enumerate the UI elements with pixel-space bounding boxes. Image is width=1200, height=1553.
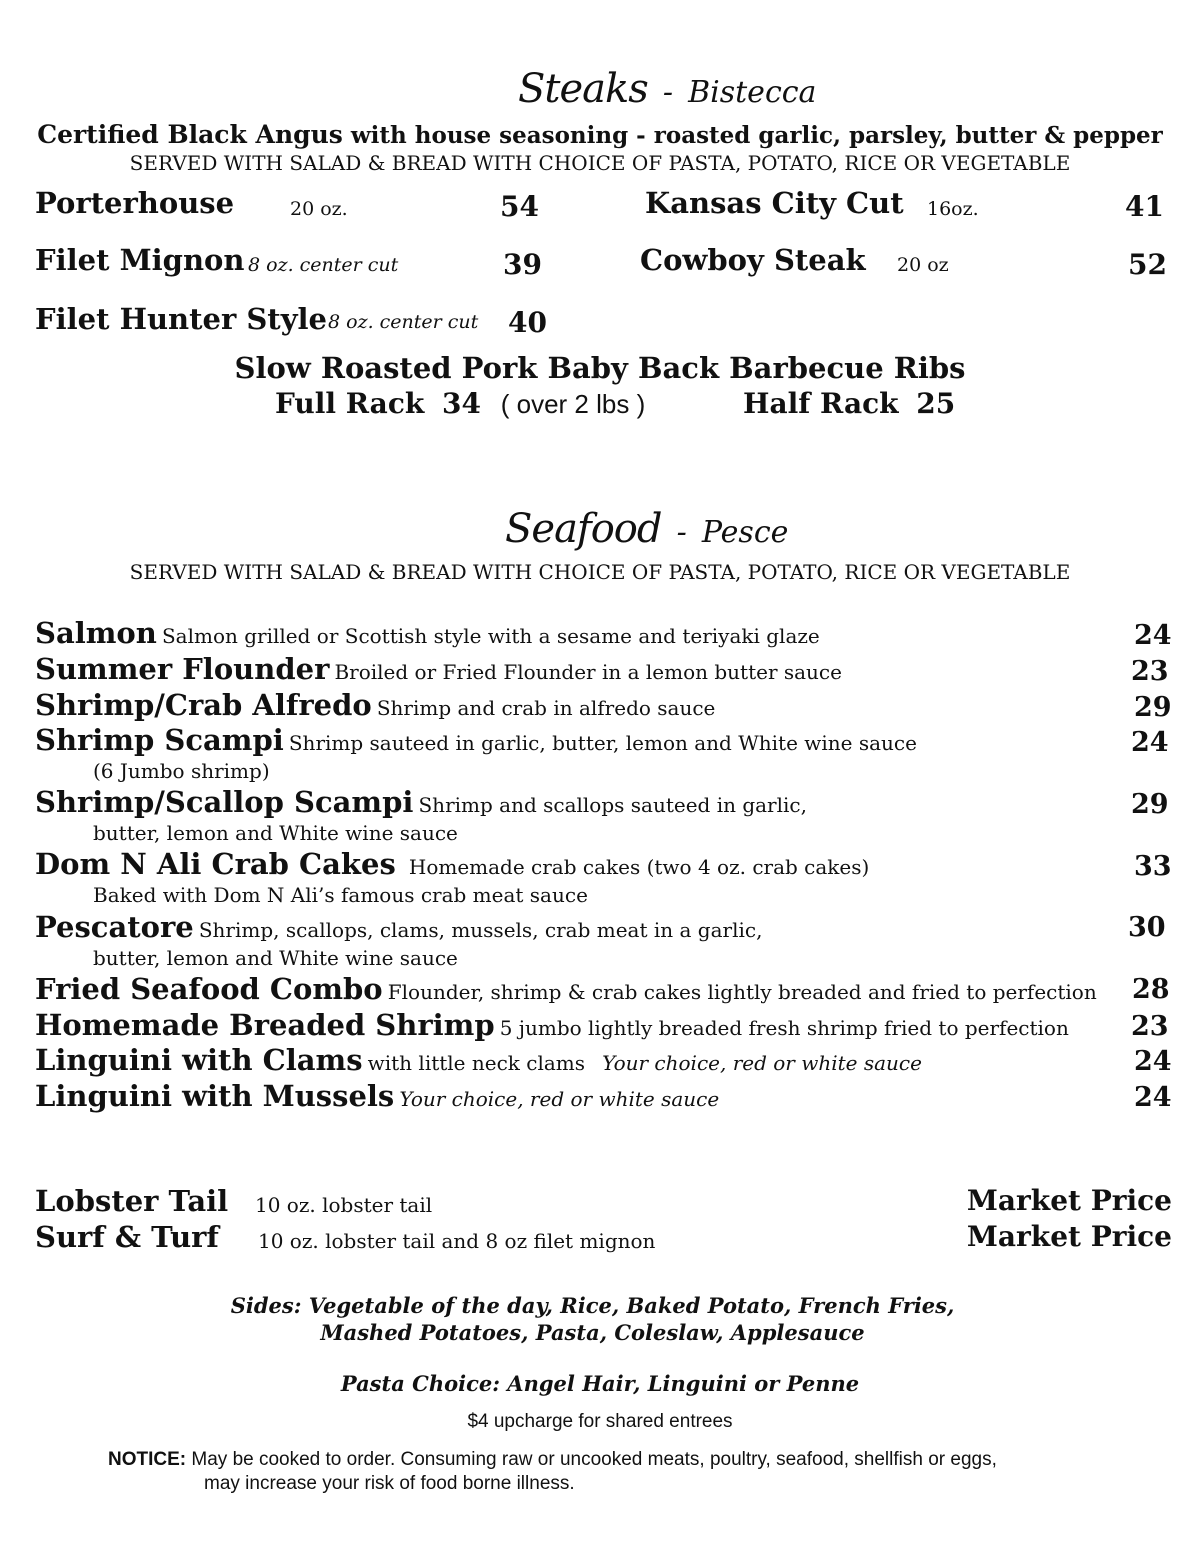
seafood-heading bbox=[505, 506, 788, 552]
market-item-surf-turf-desc: 10 oz. lobster tail and 8 oz filet mignon bbox=[258, 1229, 656, 1253]
steaks-title: Steaks bbox=[518, 66, 648, 112]
seafood-item-crab-cakes-price: 33 bbox=[1134, 851, 1172, 882]
seafood-item-shrimp-crab-alfredo-desc: Shrimp and crab in alfredo sauce bbox=[376, 696, 716, 720]
ribs-full-rack-note: ( over 2 lbs ) bbox=[500, 389, 646, 419]
steaks-served-note: SERVED WITH SALAD & BREAD WITH CHOICE OF PASTA, POTATO, RICE OR VEGETABLE bbox=[129, 151, 1071, 175]
steaks-intro-brand: Certified Black Angus bbox=[37, 120, 343, 149]
seafood-item-linguini-mussels-desc-italic: Your choice, red or white sauce bbox=[399, 1087, 720, 1111]
seafood-item-shrimp-scallop-scampi-name: Shrimp/Scallop Scampi bbox=[35, 785, 414, 819]
seafood-item-crab-cakes bbox=[35, 847, 869, 881]
seafood-item-summer-flounder bbox=[35, 652, 842, 686]
steak-item-cowboy-name: Cowboy Steak bbox=[640, 243, 866, 277]
seafood-item-breaded-shrimp-desc: 5 jumbo lightly breaded fresh shrimp fried to perfection bbox=[499, 1016, 1069, 1040]
notice-line-1: May be cooked to order. Consuming raw or uncooked meats, poultry, seafood, shellfish or eggs, bbox=[191, 1449, 997, 1470]
seafood-item-pescatore-name: Pescatore bbox=[35, 910, 194, 944]
steak-item-filet-mignon-name: Filet Mignon bbox=[35, 243, 245, 277]
steak-item-cowboy-price: 52 bbox=[1128, 248, 1167, 281]
seafood-item-linguini-mussels bbox=[35, 1079, 719, 1113]
steak-item-filet-mignon-detail: 8 oz. center cut bbox=[248, 254, 399, 276]
seafood-item-breaded-shrimp-name: Homemade Breaded Shrimp bbox=[35, 1008, 495, 1042]
seafood-item-shrimp-scampi bbox=[35, 723, 917, 757]
pasta-choice: Pasta Choice: Angel Hair, Linguini or Penne bbox=[340, 1371, 860, 1396]
steak-item-filet-hunter-name: Filet Hunter Style bbox=[35, 302, 328, 336]
seafood-item-salmon-price: 24 bbox=[1134, 620, 1172, 651]
seafood-item-fried-combo-desc: Flounder, shrimp & crab cakes lightly breaded and fried to perfection bbox=[387, 980, 1097, 1004]
steak-item-filet-hunter-detail: 8 oz. center cut bbox=[328, 311, 479, 333]
seafood-item-crab-cakes-desc-2: Baked with Dom N Ali’s famous crab meat sauce bbox=[93, 883, 588, 907]
seafood-item-salmon-desc: Salmon grilled or Scottish style with a sesame and teriyaki glaze bbox=[161, 624, 820, 648]
steak-item-kansas-city-detail: 16oz. bbox=[927, 198, 979, 220]
seafood-item-breaded-shrimp-price: 23 bbox=[1131, 1011, 1169, 1042]
seafood-item-linguini-clams-price: 24 bbox=[1134, 1046, 1172, 1077]
notice-label: NOTICE: bbox=[108, 1449, 187, 1470]
ribs-full-rack bbox=[275, 387, 645, 420]
seafood-subtitle: Pesce bbox=[701, 515, 789, 550]
seafood-item-fried-combo bbox=[35, 972, 1097, 1006]
seafood-item-summer-flounder-name: Summer Flounder bbox=[35, 652, 330, 686]
seafood-item-shrimp-crab-alfredo-price: 29 bbox=[1134, 692, 1172, 723]
seafood-item-linguini-mussels-name: Linguini with Mussels bbox=[35, 1079, 395, 1113]
steaks-dash: - bbox=[662, 75, 673, 110]
seafood-item-breaded-shrimp bbox=[35, 1008, 1069, 1042]
steak-item-filet-mignon-price: 39 bbox=[503, 248, 542, 281]
seafood-item-linguini-clams-desc-italic: Your choice, red or white sauce bbox=[602, 1051, 922, 1075]
seafood-item-linguini-clams bbox=[35, 1043, 922, 1077]
seafood-item-shrimp-scampi-desc-2: (6 Jumbo shrimp) bbox=[93, 759, 270, 783]
sides-line-1: Sides: Vegetable of the day, Rice, Baked Potato, French Fries, bbox=[230, 1293, 955, 1318]
ribs-half-rack-label: Half Rack bbox=[743, 387, 899, 420]
market-item-lobster-tail-name: Lobster Tail bbox=[35, 1184, 229, 1218]
seafood-item-shrimp-scallop-scampi bbox=[35, 785, 807, 819]
steak-item-kansas-city-name: Kansas City Cut bbox=[645, 186, 904, 220]
seafood-item-linguini-mussels-price: 24 bbox=[1134, 1082, 1172, 1113]
steaks-intro bbox=[0, 120, 1200, 149]
steak-item-filet-hunter-price: 40 bbox=[508, 306, 547, 339]
seafood-item-shrimp-scampi-name: Shrimp Scampi bbox=[35, 723, 284, 757]
seafood-item-pescatore-desc: Shrimp, scallops, clams, mussels, crab meat in a garlic, bbox=[198, 918, 763, 942]
market-item-surf-turf-name: Surf & Turf bbox=[35, 1220, 219, 1254]
market-item-lobster-tail-price: Market Price bbox=[966, 1184, 1172, 1217]
seafood-item-shrimp-scallop-scampi-desc: Shrimp and scallops sauteed in garlic, bbox=[418, 793, 807, 817]
notice-line-2: may increase your risk of food borne illness. bbox=[204, 1473, 575, 1494]
seafood-item-shrimp-scallop-scampi-price: 29 bbox=[1131, 789, 1169, 820]
ribs-full-rack-price: 34 bbox=[442, 387, 481, 420]
seafood-item-linguini-clams-desc: with little neck clams bbox=[367, 1051, 586, 1075]
steak-item-porterhouse-name: Porterhouse bbox=[35, 186, 235, 220]
steaks-heading bbox=[518, 66, 816, 112]
seafood-item-shrimp-scampi-desc: Shrimp sauteed in garlic, butter, lemon and White wine sauce bbox=[288, 731, 917, 755]
ribs-title: Slow Roasted Pork Baby Back Barbecue Ribs bbox=[234, 351, 966, 385]
steak-item-cowboy-detail: 20 oz bbox=[897, 254, 949, 276]
seafood-item-fried-combo-name: Fried Seafood Combo bbox=[35, 972, 383, 1006]
seafood-item-salmon-name: Salmon bbox=[35, 616, 157, 650]
seafood-item-shrimp-crab-alfredo bbox=[35, 688, 715, 722]
market-item-lobster-tail-desc: 10 oz. lobster tail bbox=[255, 1193, 433, 1217]
seafood-title: Seafood bbox=[505, 506, 662, 552]
seafood-item-fried-combo-price: 28 bbox=[1132, 974, 1170, 1005]
steak-item-porterhouse-price: 54 bbox=[500, 190, 539, 223]
seafood-item-crab-cakes-desc: Homemade crab cakes (two 4 oz. crab cakes) bbox=[408, 855, 870, 879]
seafood-item-crab-cakes-name: Dom N Ali Crab Cakes bbox=[35, 847, 396, 881]
seafood-item-salmon bbox=[35, 616, 820, 650]
seafood-item-pescatore-price: 30 bbox=[1128, 912, 1166, 943]
seafood-item-shrimp-scallop-scampi-desc-2: butter, lemon and White wine sauce bbox=[93, 821, 458, 845]
seafood-item-linguini-clams-name: Linguini with Clams bbox=[35, 1043, 363, 1077]
steaks-intro-rest: with house seasoning - roasted garlic, parsley, butter & pepper bbox=[342, 122, 1163, 149]
seafood-dash: - bbox=[676, 515, 687, 550]
shared-upcharge: $4 upcharge for shared entrees bbox=[467, 1411, 733, 1432]
seafood-item-shrimp-scampi-price: 24 bbox=[1131, 727, 1169, 758]
steak-item-kansas-city-price: 41 bbox=[1125, 190, 1164, 223]
seafood-item-pescatore bbox=[35, 910, 762, 944]
ribs-half-rack-price: 25 bbox=[916, 387, 956, 420]
steak-item-porterhouse-detail: 20 oz. bbox=[290, 198, 348, 220]
seafood-item-summer-flounder-price: 23 bbox=[1131, 656, 1169, 687]
notice bbox=[108, 1448, 997, 1472]
sides-line-2: Mashed Potatoes, Pasta, Coleslaw, Applesauce bbox=[320, 1320, 865, 1345]
steaks-subtitle: Bistecca bbox=[688, 75, 817, 110]
market-item-surf-turf-price: Market Price bbox=[966, 1220, 1172, 1253]
seafood-served-note: SERVED WITH SALAD & BREAD WITH CHOICE OF PASTA, POTATO, RICE OR VEGETABLE bbox=[129, 560, 1071, 584]
ribs-half-rack bbox=[743, 387, 955, 420]
seafood-item-pescatore-desc-2: butter, lemon and White wine sauce bbox=[93, 946, 458, 970]
seafood-item-shrimp-crab-alfredo-name: Shrimp/Crab Alfredo bbox=[35, 688, 372, 722]
ribs-full-rack-label: Full Rack bbox=[275, 387, 425, 420]
seafood-item-summer-flounder-desc: Broiled or Fried Flounder in a lemon butter sauce bbox=[334, 660, 842, 684]
